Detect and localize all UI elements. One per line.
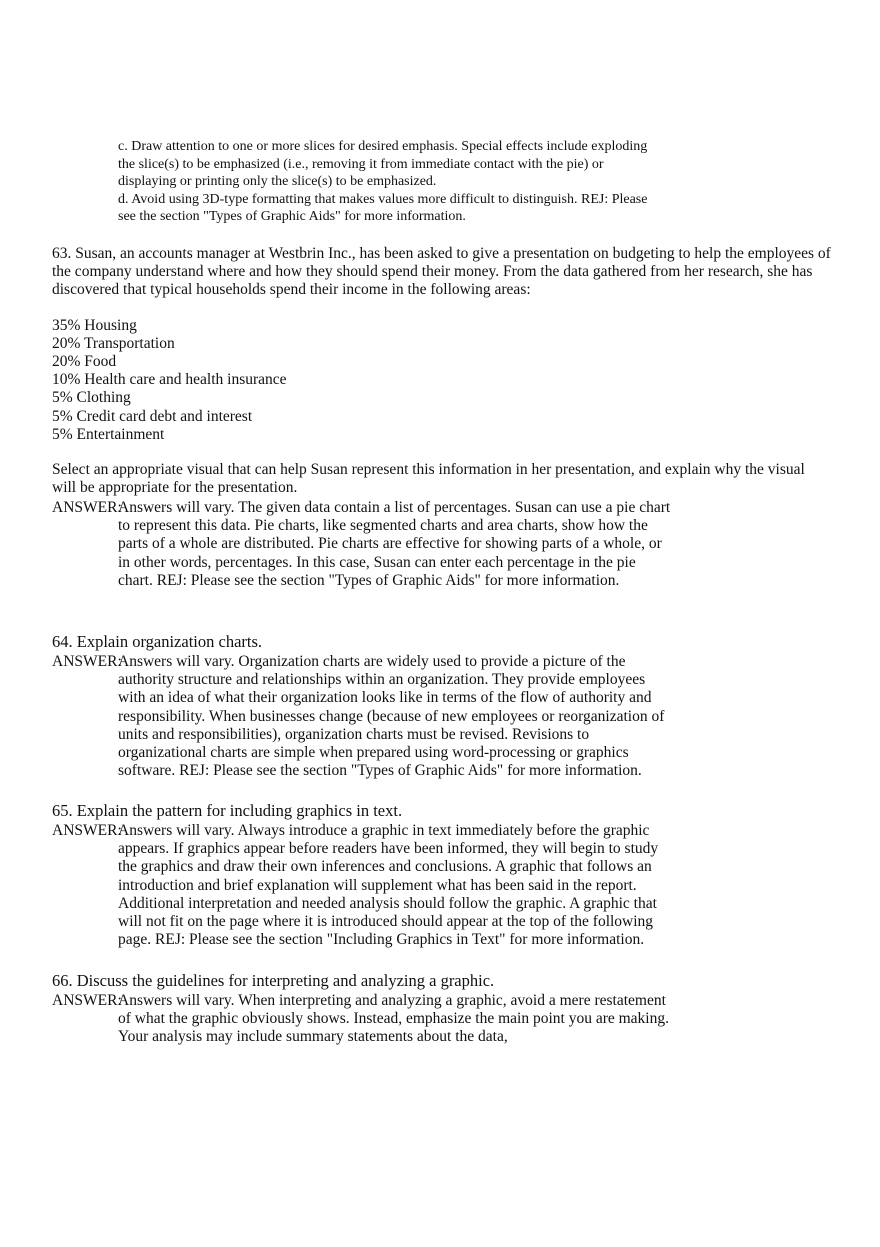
pie-chart-guidelines-continued [118,138,658,226]
answer-63 [52,499,692,590]
question-63 [52,245,832,497]
answer-64-text: Answers will vary. Organization charts are widely used to provide a picture of the authority structure and relationships within an organization. They provide employees with an idea of what their organization looks like in terms of the flow of authority and responsibility. When businesses change (because of new employees or reorganization of units and responsibilities), organization charts must be revised. Revisions to organizational charts are simple when prepared using word-processing or graphics software. REJ: Please see the section "Types of Graphic Aids" for more information. [118,653,665,780]
question-63-prompt: Select an appropriate visual that can help Susan represent this information in her presentation, and explain why the visual will be appropriate for the presentation. [52,461,805,497]
question-64-text: 64. Explain organization charts. [52,632,263,651]
guideline-d: d. Avoid using 3D-type formatting that makes values more difficult to distinguish. REJ: Please see the section "Types of Graphic Aids" for more information. [118,191,648,224]
question-66-text: 66. Discuss the guidelines for interpreting and analyzing a graphic. [52,971,495,990]
question-65-text: 65. Explain the pattern for including graphics in text. [52,801,403,820]
answer-66-text: Answers will vary. When interpreting and analyzing a graphic, avoid a mere restatement of what the graphic obviously shows. Instead, emphasize the main point you are making. Your analysis may include summary statements about the data, [118,992,669,1046]
spending-list [52,317,832,444]
answer-label: ANSWER: [52,653,122,670]
list-item: 5% Clothing [52,389,131,407]
answer-label: ANSWER: [52,992,122,1009]
answer-65 [52,822,692,949]
answer-63-text: Answers will vary. The given data contain a list of percentages. Susan can use a pie chart to represent this data. Pie charts, like segmented charts and area charts, show how the parts of a whole are distributed. Pie charts are effective for showing parts of a whole, or in other words, percentages. In this case, Susan can enter each percentage in the pie chart. REJ: Please see the section "Types of Graphic Aids" for more information. [118,499,671,589]
answer-64 [52,653,692,780]
guideline-c: c. Draw attention to one or more slices for desired emphasis. Special effects include exploding the slice(s) to be emphasized (i.e., removing it from immediate contact with the pie) or displaying or printing only the slice(s) to be emphasized. [118,139,648,189]
list-item: 20% Food [52,353,117,371]
list-item: 5% Credit card debt and interest [52,407,253,425]
list-item: 35% Housing [52,316,137,334]
answer-label: ANSWER: [52,499,122,516]
answer-65-text: Answers will vary. Always introduce a graphic in text immediately before the graphic appears. If graphics appear before readers have been informed, they will begin to study the graphics and draw their own inferences and conclusions. A graphic that follows an introduction and brief explanation will supplement what has been said in the report. Additional interpretation and needed analysis should follow the graphic. A graphic that will not fit on the page where it is introduced should appear at the top of the following page. REJ: Please see the section "Including Graphics in Text" for more information. [118,822,659,949]
answer-66 [52,992,692,1047]
list-item: 5% Entertainment [52,425,165,443]
list-item: 10% Health care and health insurance [52,371,287,389]
answer-label: ANSWER: [52,822,122,839]
list-item: 20% Transportation [52,334,175,352]
question-63-text: 63. Susan, an accounts manager at Westbrin Inc., has been asked to give a presentation on budgeting to help the employees of the company understand where and how they should spend their money. From the data gathered from her research, she has discovered that typical households spend their income in the following areas: [52,245,831,299]
